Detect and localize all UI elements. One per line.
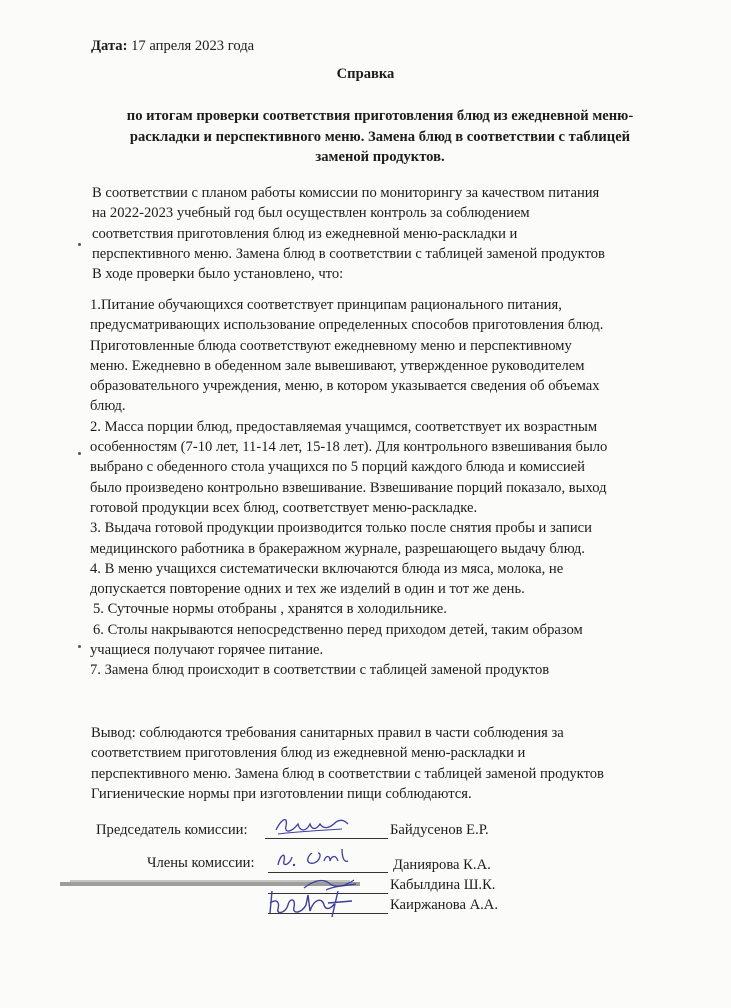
chair-name: Байдусенов Е.Р.	[390, 822, 489, 838]
intro-line: на 2022-2023 учебный год был осуществлен контроль за соблюдением	[92, 205, 530, 222]
subtitle-line: раскладки и перспективного меню. Замена блюд в соответствии с таблицей	[129, 128, 631, 145]
chair-label: Председатель комиссии:	[96, 822, 248, 838]
findings-line: 1.Питание обучающихся соответствует принципам рационального питания,	[90, 297, 562, 313]
intro-line: соответствия приготовления блюд из ежедневной меню-раскладки и	[92, 225, 518, 242]
margin-dot	[78, 645, 81, 648]
member-signature	[272, 843, 372, 873]
intro-line: В ходе проверки было установлено, что:	[92, 266, 344, 283]
findings-line: особенностям (7-10 лет, 11-14 лет, 15-18 лет). Для контрольного взвешивания было	[90, 439, 608, 456]
findings-line: 4. В меню учащихся систематически включаются блюда из мяса, молока, не	[90, 560, 564, 577]
findings-line: 2. Масса порции блюд, предоставляемая учащимся, соответствует их возрастным	[90, 418, 598, 435]
findings-line: образовательного учреждения, меню, в котором указывается сведения об объемах	[90, 378, 600, 395]
chair-signature	[272, 812, 352, 842]
conclusion-line: соответствием приготовления блюд из ежедневной меню-раскладки и	[91, 745, 526, 762]
document-subtitle	[100, 106, 660, 168]
conclusion-line: перспективного меню. Замена блюд в соответствии с таблицей заменой продуктов	[91, 765, 604, 782]
member-name: Даниярова К.А.	[393, 857, 491, 873]
member-signature	[262, 883, 372, 919]
findings-line: медицинского работника в бракеражном журнале, разрешающего выдачу блюд.	[90, 540, 585, 557]
findings-line: 6. Столы накрываются непосредственно перед приходом детей, таким образом	[93, 621, 583, 638]
findings-line: меню. Ежедневно в обеденном зале вывешивают, утвержденное руководителем	[90, 357, 585, 374]
intro-line: В соответствии с планом работы комиссии по мониторингу за качеством питания	[92, 185, 600, 201]
findings-line: 5. Суточные нормы отобраны , хранятся в холодильнике.	[93, 601, 447, 618]
findings-line: было произведено контрольно взвешивание. Взвешивание порций показало, выход	[90, 479, 607, 496]
findings-line: 7. Замена блюд происходит в соответствии с таблицей заменой продуктов	[90, 662, 550, 679]
members-label: Члены комиссии:	[147, 855, 255, 871]
conclusion-paragraph	[91, 723, 701, 804]
findings-line: допускается повторение одних и тех же изделий в один и тот же день.	[90, 581, 525, 598]
date-value: 17 апреля 2023 года	[127, 38, 255, 54]
intro-paragraph	[92, 183, 692, 284]
findings-line: выбрано с обеденного стола учащихся по 5 порций каждого блюда и комиссией	[90, 459, 585, 476]
conclusion-line: Гигиенические нормы при изготовлении пищи соблюдаются.	[91, 785, 472, 802]
member-name: Кабылдина Ш.К.	[390, 877, 496, 893]
findings-line: предусматривающих использование определенных способов приготовления блюд.	[90, 317, 604, 334]
findings-line: Приготовленные блюда соответствуют ежедневному меню и перспективному	[90, 337, 572, 354]
subtitle-line: по итогам проверки соответствия приготовления блюд из ежедневной меню-	[126, 108, 634, 124]
margin-dot	[78, 243, 81, 246]
conclusion-line: Вывод: соблюдаются требования санитарных правил в части соблюдения за	[91, 725, 564, 741]
document-title: Справка	[336, 66, 395, 82]
margin-dot	[78, 452, 81, 455]
subtitle-line: заменой продуктов.	[315, 149, 445, 165]
member-name: Каиржанова А.А.	[390, 897, 498, 913]
findings-list	[90, 295, 700, 681]
findings-line: 3. Выдача готовой продукции производится только после снятия пробы и записи	[90, 520, 592, 537]
intro-line: перспективного меню. Замена блюд в соответствии с таблицей заменой продуктов	[92, 245, 605, 262]
findings-line: готовой продукции всех блюд, соответствует меню-раскладке.	[90, 499, 478, 516]
document-date	[91, 38, 254, 55]
date-label: Дата:	[91, 38, 128, 54]
findings-line: учащиеся получают горячее питание.	[90, 642, 324, 659]
findings-line: блюд.	[90, 398, 126, 415]
